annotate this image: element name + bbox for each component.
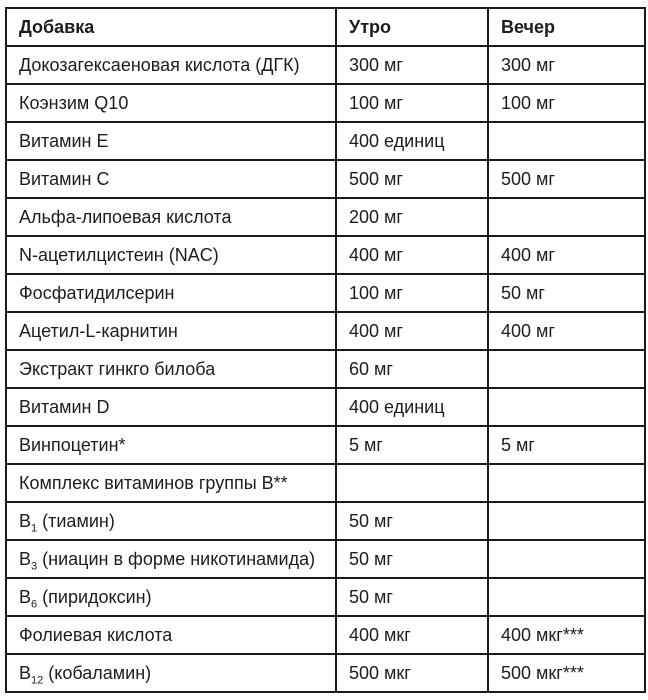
supplement-name: Витамин D <box>6 388 336 426</box>
evening-dose: 300 мг <box>488 46 645 84</box>
morning-dose: 500 мг <box>336 160 488 198</box>
table-row <box>6 502 645 540</box>
evening-dose: 400 мкг*** <box>488 616 645 654</box>
morning-dose: 400 мкг <box>336 616 488 654</box>
supplement-name: Фолиевая кислота <box>6 616 336 654</box>
morning-dose: 400 мг <box>336 236 488 274</box>
supplement-name <box>6 502 336 540</box>
morning-dose: 5 мг <box>336 426 488 464</box>
evening-dose <box>488 502 645 540</box>
supplement-name-base: B <box>19 548 32 569</box>
supplement-dosage-table <box>5 7 646 693</box>
morning-dose: 400 единиц <box>336 388 488 426</box>
table-header-row <box>6 8 645 46</box>
evening-dose: 400 мг <box>488 312 645 350</box>
evening-dose: 100 мг <box>488 84 645 122</box>
table-row <box>6 654 645 692</box>
supplement-name: Комплекс витаминов группы B** <box>6 464 336 502</box>
evening-dose <box>488 464 645 502</box>
table-row <box>6 350 645 388</box>
evening-dose: 500 мкг*** <box>488 654 645 692</box>
morning-dose: 200 мг <box>336 198 488 236</box>
morning-dose: 400 мг <box>336 312 488 350</box>
supplement-name: Фосфатидилсерин <box>6 274 336 312</box>
evening-dose <box>488 350 645 388</box>
evening-dose <box>488 122 645 160</box>
morning-dose: 500 мкг <box>336 654 488 692</box>
morning-dose: 50 мг <box>336 502 488 540</box>
table-row <box>6 616 645 654</box>
supplement-name: Ацетил-L-карнитин <box>6 312 336 350</box>
supplement-name <box>6 540 336 578</box>
evening-dose <box>488 540 645 578</box>
morning-dose: 50 мг <box>336 578 488 616</box>
table-row <box>6 236 645 274</box>
supplement-name: Винпоцетин* <box>6 426 336 464</box>
evening-dose: 500 мг <box>488 160 645 198</box>
table-row <box>6 312 645 350</box>
evening-dose: 5 мг <box>488 426 645 464</box>
morning-dose <box>336 464 488 502</box>
header-evening: Вечер <box>488 8 645 46</box>
supplement-name-subscript: 1 <box>31 522 38 535</box>
supplement-name-base: B <box>19 510 32 531</box>
table-row <box>6 122 645 160</box>
table-row <box>6 198 645 236</box>
morning-dose: 100 мг <box>336 274 488 312</box>
supplement-name: Альфа-липоевая кислота <box>6 198 336 236</box>
header-morning: Утро <box>336 8 488 46</box>
morning-dose: 100 мг <box>336 84 488 122</box>
supplement-name <box>6 578 336 616</box>
evening-dose: 50 мг <box>488 274 645 312</box>
evening-dose: 400 мг <box>488 236 645 274</box>
supplement-name-subscript: 6 <box>31 598 38 611</box>
table-row <box>6 464 645 502</box>
supplement-name: N-ацетилцистеин (NAC) <box>6 236 336 274</box>
table-row <box>6 540 645 578</box>
table-row <box>6 46 645 84</box>
supplement-name-rest: (кобаламин) <box>43 662 152 683</box>
table-row <box>6 160 645 198</box>
supplement-name-base: B <box>19 586 32 607</box>
evening-dose <box>488 578 645 616</box>
morning-dose: 300 мг <box>336 46 488 84</box>
table-row <box>6 578 645 616</box>
supplement-name-rest: (тиамин) <box>37 510 115 531</box>
morning-dose: 60 мг <box>336 350 488 388</box>
morning-dose: 400 единиц <box>336 122 488 160</box>
supplement-name-subscript: 3 <box>31 560 38 573</box>
supplement-name: Витамин E <box>6 122 336 160</box>
table-row <box>6 84 645 122</box>
header-supplement: Добавка <box>6 8 336 46</box>
supplement-name: Докозагексаеновая кислота (ДГК) <box>6 46 336 84</box>
supplement-name-rest: (ниацин в форме никотинамида) <box>37 548 316 569</box>
supplement-name <box>6 654 336 692</box>
table-row <box>6 274 645 312</box>
supplement-name-base: B <box>19 662 32 683</box>
evening-dose <box>488 388 645 426</box>
morning-dose: 50 мг <box>336 540 488 578</box>
table-row <box>6 388 645 426</box>
supplement-name: Коэнзим Q10 <box>6 84 336 122</box>
supplement-name: Витамин C <box>6 160 336 198</box>
supplement-name: Экстракт гинкго билоба <box>6 350 336 388</box>
table-row <box>6 426 645 464</box>
supplement-name-rest: (пиридоксин) <box>37 586 152 607</box>
supplement-name-subscript: 12 <box>31 674 44 687</box>
evening-dose <box>488 198 645 236</box>
